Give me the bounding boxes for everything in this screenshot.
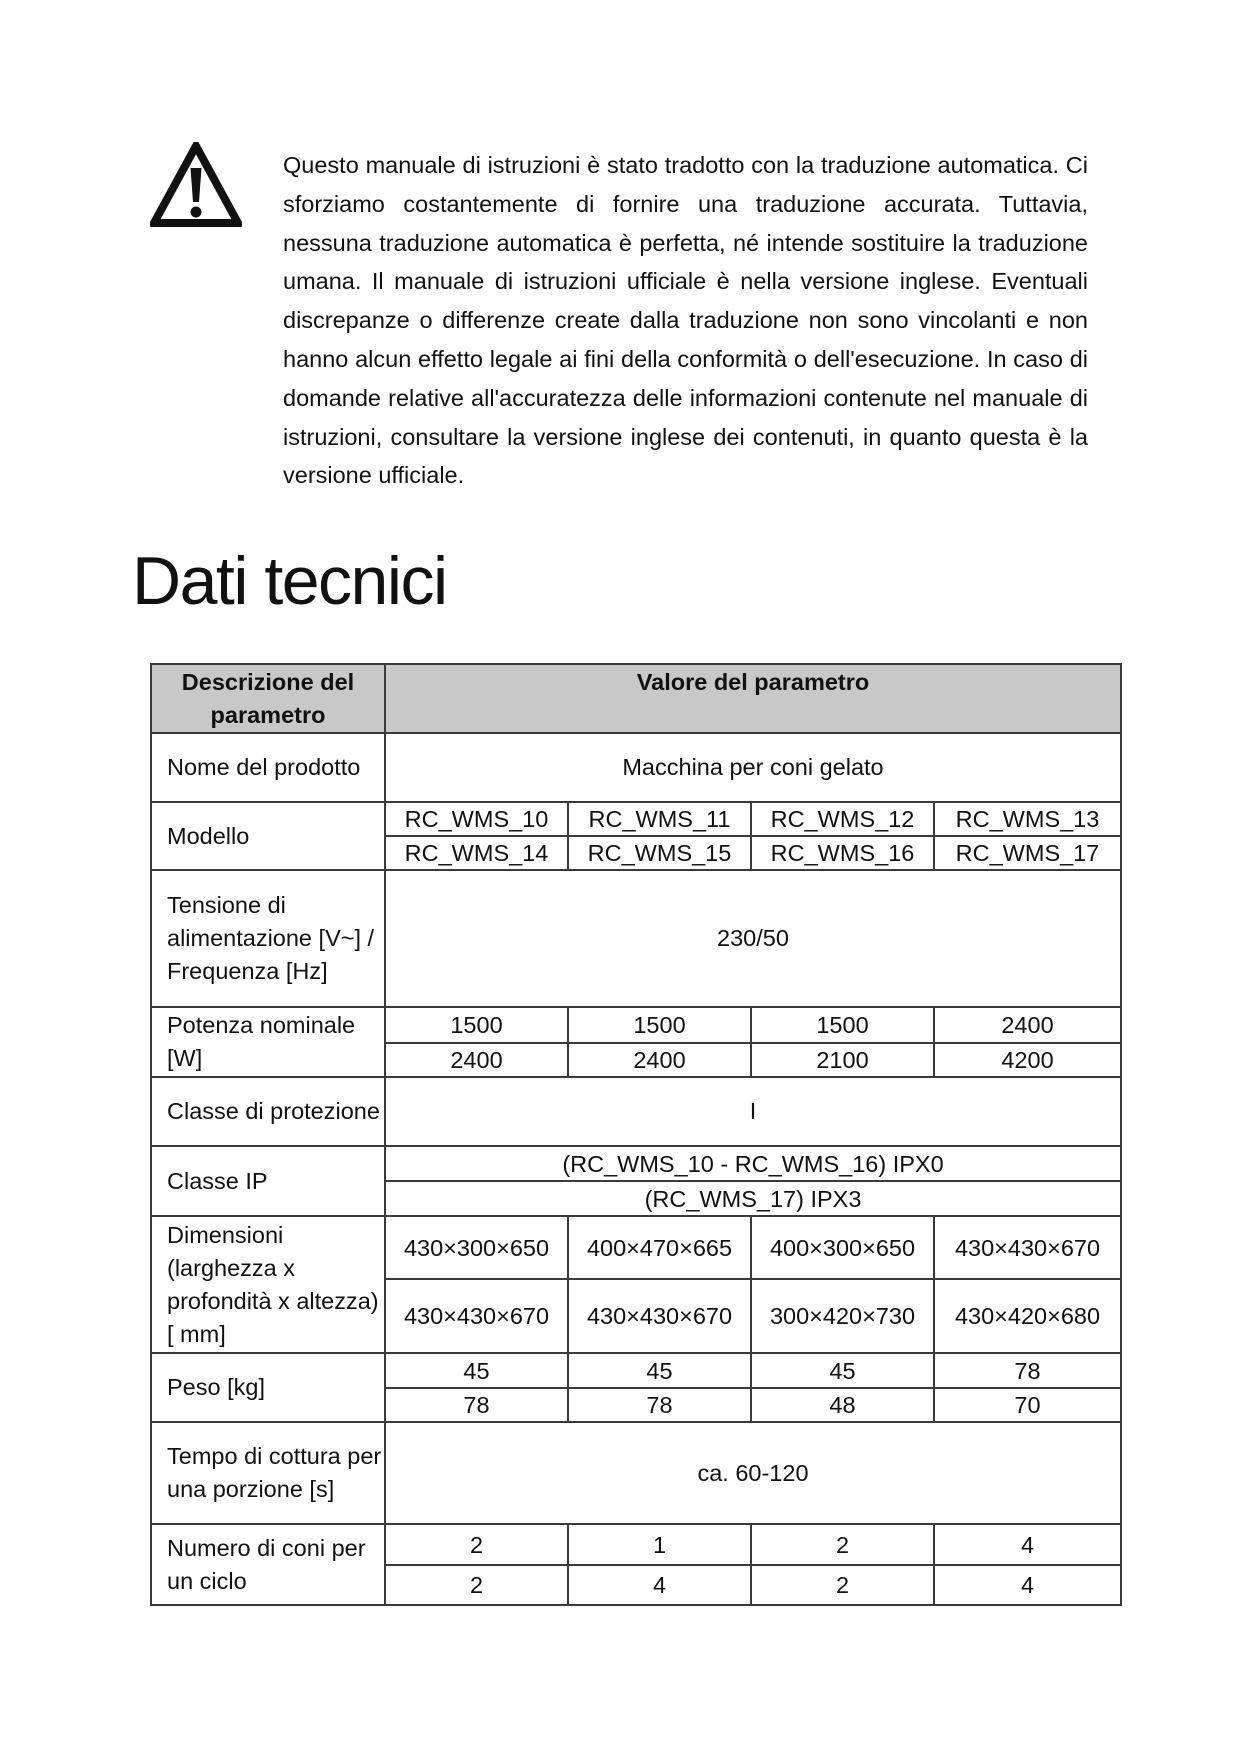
dimensions-cell: 430×420×680 — [934, 1279, 1121, 1353]
page-title: Dati tecnici — [132, 543, 447, 619]
cones-cell: 2 — [751, 1565, 934, 1605]
ip-class-value: (RC_WMS_17) IPX3 — [385, 1181, 1121, 1216]
table-header-row — [151, 664, 1121, 733]
product-name-value: Macchina per coni gelato — [385, 733, 1121, 802]
dimensions-cell: 400×470×665 — [568, 1216, 751, 1279]
table-row — [151, 1422, 1121, 1524]
table-row — [151, 733, 1121, 802]
table-row — [151, 1007, 1121, 1043]
dimensions-cell: 430×430×670 — [934, 1216, 1121, 1279]
warning-icon — [150, 142, 242, 228]
table-row — [151, 1216, 1121, 1279]
cones-cell: 4 — [568, 1565, 751, 1605]
model-cell: RC_WMS_12 — [751, 802, 934, 836]
ip-class-value: (RC_WMS_10 - RC_WMS_16) IPX0 — [385, 1146, 1121, 1181]
cones-cell: 4 — [934, 1565, 1121, 1605]
row-label-model: Modello — [151, 802, 385, 870]
dimensions-cell: 430×430×670 — [568, 1279, 751, 1353]
model-cell: RC_WMS_11 — [568, 802, 751, 836]
row-label-cook-time: Tempo di cottura per una porzione [s] — [151, 1422, 385, 1524]
weight-cell: 45 — [385, 1353, 568, 1388]
table-row — [151, 1524, 1121, 1565]
power-cell: 2400 — [934, 1007, 1121, 1043]
power-cell: 1500 — [568, 1007, 751, 1043]
power-cell: 2400 — [568, 1043, 751, 1077]
power-cell: 1500 — [751, 1007, 934, 1043]
row-label-cones: Numero di coni per un ciclo — [151, 1524, 385, 1605]
power-cell: 2400 — [385, 1043, 568, 1077]
dimensions-cell: 400×300×650 — [751, 1216, 934, 1279]
table-row — [151, 1077, 1121, 1146]
model-cell: RC_WMS_14 — [385, 836, 568, 870]
row-label-weight: Peso [kg] — [151, 1353, 385, 1422]
cook-time-value: ca. 60-120 — [385, 1422, 1121, 1524]
dimensions-cell: 430×430×670 — [385, 1279, 568, 1353]
technical-data-table — [150, 663, 1122, 1606]
table-row — [151, 870, 1121, 1007]
model-cell: RC_WMS_17 — [934, 836, 1121, 870]
row-label-dimensions: Dimensioni (larghezza x profondità x altezza) [ mm] — [151, 1216, 385, 1353]
header-param: Descrizione del parametro — [151, 664, 385, 733]
model-cell: RC_WMS_16 — [751, 836, 934, 870]
row-label-ip-class: Classe IP — [151, 1146, 385, 1216]
cones-cell: 2 — [385, 1565, 568, 1605]
row-label-power: Potenza nominale [W] — [151, 1007, 385, 1077]
cones-cell: 2 — [385, 1524, 568, 1565]
row-label-product-name: Nome del prodotto — [151, 733, 385, 802]
weight-cell: 78 — [385, 1388, 568, 1422]
cones-cell: 1 — [568, 1524, 751, 1565]
table-row — [151, 1146, 1121, 1181]
model-cell: RC_WMS_13 — [934, 802, 1121, 836]
weight-cell: 48 — [751, 1388, 934, 1422]
protection-class-value: I — [385, 1077, 1121, 1146]
weight-cell: 45 — [751, 1353, 934, 1388]
table-row — [151, 802, 1121, 836]
model-cell: RC_WMS_15 — [568, 836, 751, 870]
header-value: Valore del parametro — [385, 664, 1121, 733]
cones-cell: 4 — [934, 1524, 1121, 1565]
power-cell: 2100 — [751, 1043, 934, 1077]
row-label-protection-class: Classe di protezione — [151, 1077, 385, 1146]
weight-cell: 70 — [934, 1388, 1121, 1422]
model-cell: RC_WMS_10 — [385, 802, 568, 836]
weight-cell: 45 — [568, 1353, 751, 1388]
voltage-value: 230/50 — [385, 870, 1121, 1007]
cones-cell: 2 — [751, 1524, 934, 1565]
power-cell: 4200 — [934, 1043, 1121, 1077]
weight-cell: 78 — [934, 1353, 1121, 1388]
table-row — [151, 1353, 1121, 1388]
dimensions-cell: 300×420×730 — [751, 1279, 934, 1353]
dimensions-cell: 430×300×650 — [385, 1216, 568, 1279]
power-cell: 1500 — [385, 1007, 568, 1043]
weight-cell: 78 — [568, 1388, 751, 1422]
translation-notice: Questo manuale di istruzioni è stato tradotto con la traduzione automatica. Ci sforziamo costantemente di fornire una traduzione accurata. Tuttavia, nessuna traduzione automatica è perfetta, né intende sostituire la traduzione umana. Il manuale di istruzioni ufficiale è nella versione inglese. Eventuali discrepanze o differenze create dalla traduzione non sono vincolanti e non hanno alcun effetto legale ai fini della conformità o dell'esecuzione. In caso di domande relative all'accuratezza delle informazioni contenute nel manuale di istruzioni, consultare la versione inglese dei contenuti, in quanto questa è la versione ufficiale. — [283, 152, 1088, 489]
row-label-voltage: Tensione di alimentazione [V~] / Frequenza [Hz] — [151, 870, 385, 1007]
